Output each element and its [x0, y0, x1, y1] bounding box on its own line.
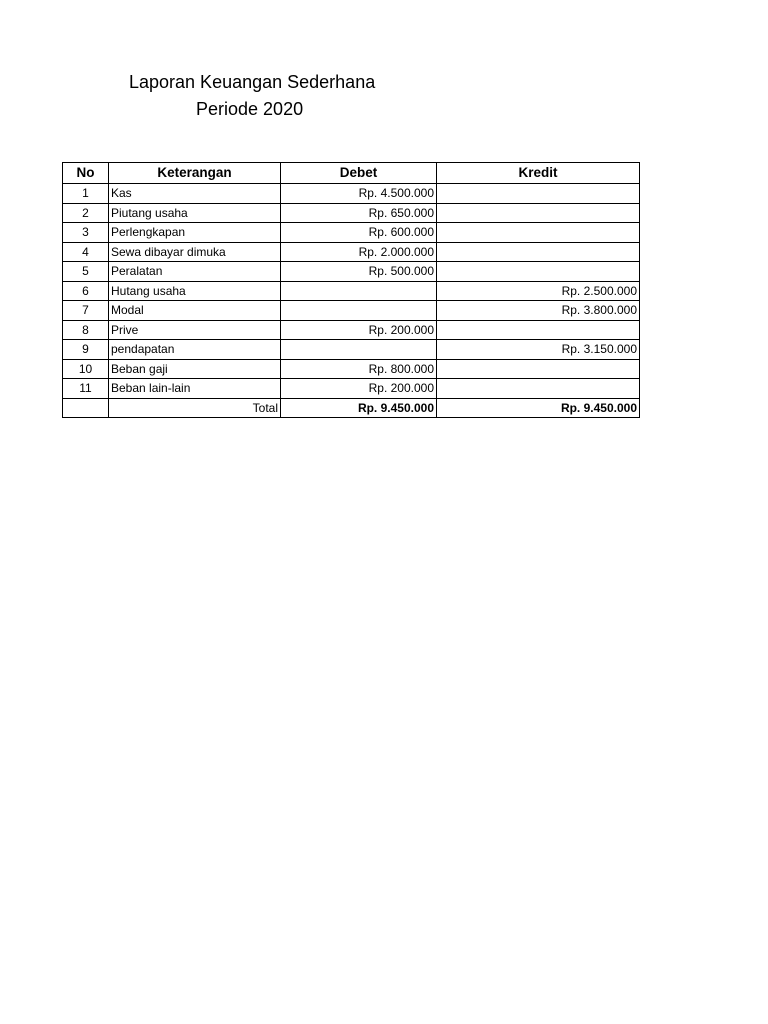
table-row — [63, 379, 640, 399]
row-kredit — [437, 379, 640, 399]
row-no: 10 — [63, 359, 109, 379]
row-keterangan: Prive — [109, 320, 281, 340]
row-keterangan: Modal — [109, 301, 281, 321]
row-debet: Rp. 500.000 — [281, 262, 437, 282]
report-period: Periode 2020 — [196, 99, 304, 119]
row-kredit — [437, 184, 640, 204]
row-kredit — [437, 203, 640, 223]
row-kredit — [437, 242, 640, 262]
header-kredit: Kredit — [437, 163, 640, 184]
table-row — [63, 223, 640, 243]
header-keterangan: Keterangan — [109, 163, 281, 184]
row-keterangan: Perlengkapan — [109, 223, 281, 243]
row-debet: Rp. 600.000 — [281, 223, 437, 243]
total-kredit: Rp. 9.450.000 — [437, 398, 640, 418]
row-no: 1 — [63, 184, 109, 204]
row-debet: Rp. 4.500.000 — [281, 184, 437, 204]
row-no: 8 — [63, 320, 109, 340]
row-keterangan: Beban lain-lain — [109, 379, 281, 399]
row-keterangan: Beban gaji — [109, 359, 281, 379]
row-keterangan: Kas — [109, 184, 281, 204]
table-row — [63, 301, 640, 321]
table-row — [63, 359, 640, 379]
row-no: 3 — [63, 223, 109, 243]
row-kredit: Rp. 3.800.000 — [437, 301, 640, 321]
row-debet — [281, 340, 437, 360]
row-keterangan: Sewa dibayar dimuka — [109, 242, 281, 262]
table-header-row — [63, 163, 640, 184]
row-kredit — [437, 359, 640, 379]
row-no: 7 — [63, 301, 109, 321]
header-debet: Debet — [281, 163, 437, 184]
table-row — [63, 340, 640, 360]
total-debet: Rp. 9.450.000 — [281, 398, 437, 418]
report-title: Laporan Keuangan Sederhana — [129, 72, 376, 92]
row-kredit: Rp. 2.500.000 — [437, 281, 640, 301]
row-keterangan: Piutang usaha — [109, 203, 281, 223]
row-no: 11 — [63, 379, 109, 399]
row-no: 4 — [63, 242, 109, 262]
total-label: Total — [109, 398, 281, 418]
total-row — [63, 398, 640, 418]
row-debet — [281, 281, 437, 301]
row-no: 9 — [63, 340, 109, 360]
row-keterangan: Peralatan — [109, 262, 281, 282]
row-debet: Rp. 200.000 — [281, 379, 437, 399]
row-kredit — [437, 320, 640, 340]
table-row — [63, 281, 640, 301]
table-row — [63, 262, 640, 282]
row-debet: Rp. 2.000.000 — [281, 242, 437, 262]
table-row — [63, 242, 640, 262]
row-kredit — [437, 223, 640, 243]
row-kredit — [437, 262, 640, 282]
table-row — [63, 320, 640, 340]
ledger-table — [62, 162, 640, 418]
table-row — [63, 203, 640, 223]
header-no: No — [63, 163, 109, 184]
row-debet: Rp. 650.000 — [281, 203, 437, 223]
row-debet: Rp. 800.000 — [281, 359, 437, 379]
row-keterangan: pendapatan — [109, 340, 281, 360]
row-debet: Rp. 200.000 — [281, 320, 437, 340]
row-debet — [281, 301, 437, 321]
row-no: 6 — [63, 281, 109, 301]
total-no-cell — [63, 398, 109, 418]
row-no: 5 — [63, 262, 109, 282]
table-row — [63, 184, 640, 204]
row-keterangan: Hutang usaha — [109, 281, 281, 301]
row-kredit: Rp. 3.150.000 — [437, 340, 640, 360]
row-no: 2 — [63, 203, 109, 223]
